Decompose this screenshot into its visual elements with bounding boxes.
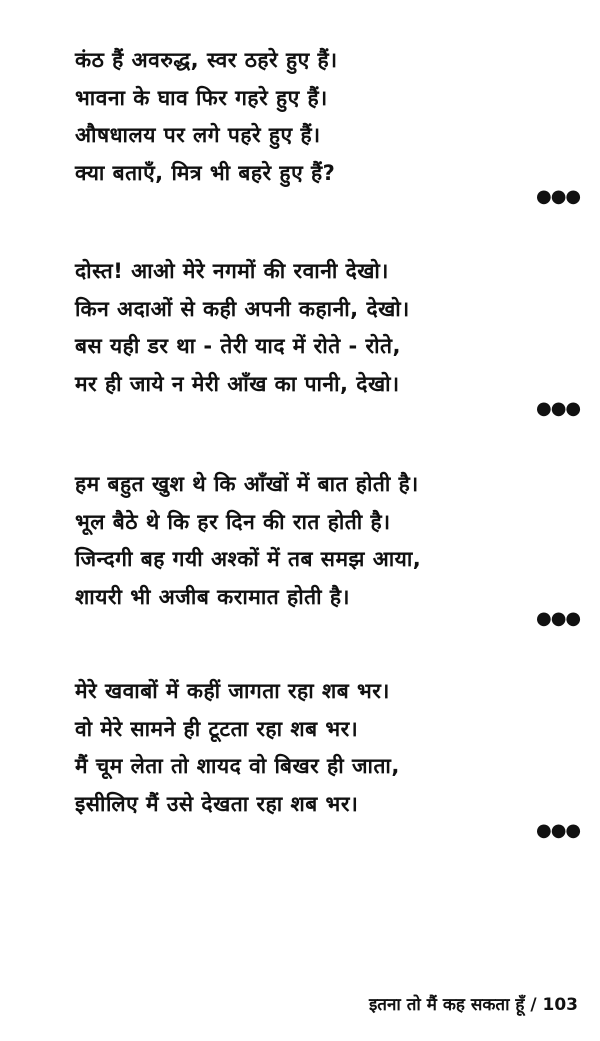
stanza-3 — [75, 466, 421, 616]
stanza-1 — [75, 42, 338, 192]
book-title: इतना तो मैं कह सकता हूँ — [368, 995, 525, 1015]
verse-line: क्या बताएँ, मित्र भी बहरे हुए हैं? — [75, 160, 336, 185]
footer-divider: / — [530, 995, 537, 1015]
verse-line: दोस्त! आओ मेरे नगमों की रवानी देखो। — [75, 259, 389, 283]
page-number: 103 — [542, 995, 578, 1015]
stanza-4 — [75, 673, 400, 823]
verse-line: भावना के घाव फिर गहरे हुए हैं। — [75, 85, 328, 110]
stanza-separator: ●●● — [536, 608, 581, 629]
stanza-2 — [75, 253, 410, 403]
verse-line: औषधालय पर लगे पहरे हुए हैं। — [75, 123, 321, 147]
verse-line: मैं चूम लेता तो शायद वो बिखर ही जाता, — [75, 754, 400, 778]
verse-line: शायरी भी अजीब करामात होती है। — [75, 584, 350, 609]
verse-line: कंठ हैं अवरुद्ध, स्वर ठहरे हुए हैं। — [75, 48, 338, 72]
verse-line: हम बहुत खुश थे कि आँखों में बात होती है। — [75, 472, 419, 496]
verse-line: इसीलिए मैं उसे देखता रहा शब भर। — [75, 791, 359, 816]
verse-line: मर ही जाये न मेरी आँख का पानी, देखो। — [75, 371, 400, 396]
verse-line: बस यही डर था - तेरी याद में रोते - रोते, — [75, 334, 401, 358]
stanza-separator: ●●● — [536, 820, 581, 841]
verse-line: भूल बैठे थे कि हर दिन की रात होती है। — [75, 509, 391, 534]
verse-line: वो मेरे सामने ही टूटता रहा शब भर। — [75, 716, 359, 741]
verse-line: जिन्दगी बह गयी अश्कों में तब समझ आया, — [75, 547, 422, 571]
verse-line: किन अदाओं से कही अपनी कहानी, देखो। — [75, 296, 410, 321]
stanza-separator: ●●● — [536, 186, 581, 207]
verse-line: मेरे खवाबों में कहीं जागता रहा शब भर। — [75, 679, 390, 703]
page-footer — [369, 992, 578, 1015]
stanza-separator: ●●● — [536, 398, 581, 419]
